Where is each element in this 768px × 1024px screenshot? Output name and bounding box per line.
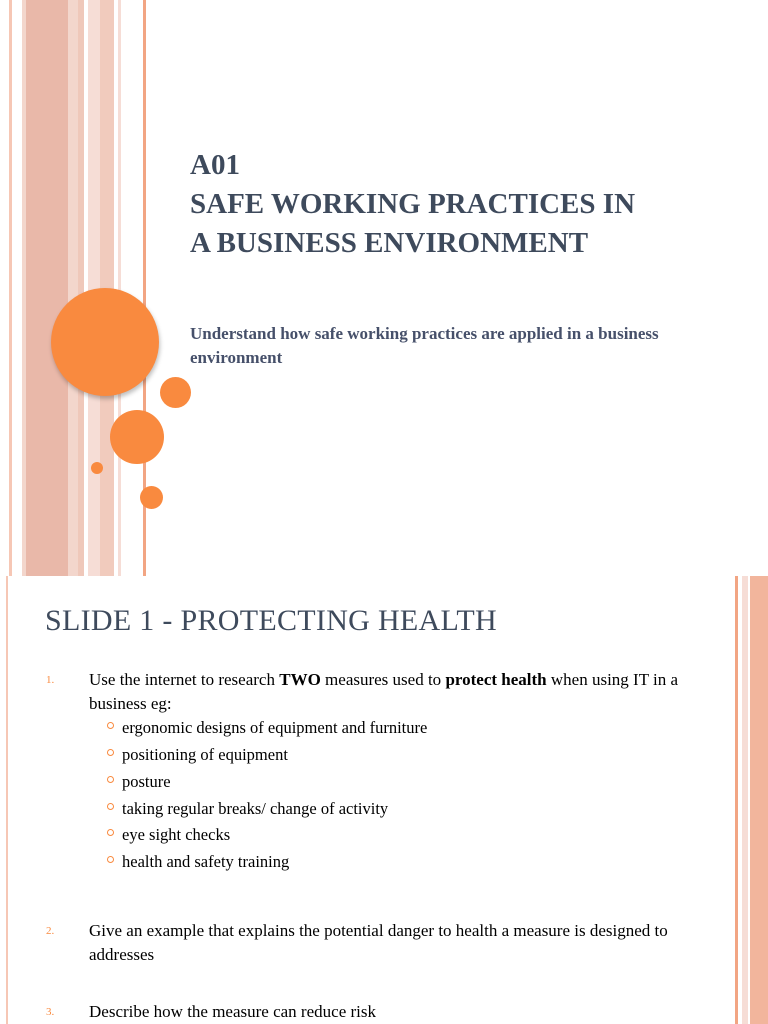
decor-circle	[110, 410, 164, 464]
bullet-circle-icon	[107, 722, 114, 729]
bullet-circle-icon	[107, 749, 114, 756]
slide-title	[190, 146, 750, 263]
content-slide	[0, 576, 768, 1024]
title-line-1: SAFE WORKING PRACTICES IN	[190, 188, 636, 220]
emphasis-two: TWO	[279, 670, 321, 689]
list-item-text: Give an example that explains the potential danger to health a measure is designed to addresses	[89, 921, 668, 964]
bullet-text: positioning of equipment	[122, 745, 288, 764]
title-line-2: A BUSINESS ENVIRONMENT	[190, 227, 589, 259]
list-number: 3.	[46, 1006, 55, 1018]
bullet-text: eye sight checks	[122, 825, 231, 844]
decor-stripe	[118, 0, 121, 576]
decor-stripe	[735, 576, 738, 1024]
bullet-text: ergonomic designs of equipment and furniture	[122, 718, 428, 737]
decor-stripe	[9, 0, 12, 576]
bullet-text: posture	[122, 772, 171, 791]
emphasis-protect-health: protect health	[445, 670, 547, 689]
list-number: 2.	[46, 925, 55, 937]
decor-stripe	[6, 576, 8, 1024]
list-item-text: Describe how the measure can reduce risk	[89, 1002, 376, 1021]
list-number: 1.	[46, 674, 55, 686]
slide-subtitle: Understand how safe working practices are applied in a business environment	[190, 324, 659, 367]
slide-code: A01	[190, 149, 240, 181]
text-run: measures used to	[320, 670, 446, 689]
bullet-circle-icon	[107, 856, 114, 863]
list-item-text	[89, 668, 729, 715]
bullet-circle-icon	[107, 829, 114, 836]
decor-circle	[140, 486, 163, 509]
bullet-circle-icon	[107, 776, 114, 783]
decor-stripe	[750, 576, 768, 1024]
bullet-text: health and safety training	[122, 852, 290, 871]
decor-stripe	[742, 576, 748, 1024]
decor-circle-large	[51, 288, 159, 396]
decor-stripe	[26, 0, 68, 576]
decor-circle	[91, 462, 103, 474]
decor-circle	[160, 377, 191, 408]
bullet-text: taking regular breaks/ change of activity	[122, 799, 389, 818]
slide-heading: SLIDE 1 - PROTECTING HEALTH	[45, 604, 497, 637]
bullet-circle-icon	[107, 803, 114, 810]
text-run: when using IT in a business eg:	[89, 670, 679, 713]
text-run: Use the internet to research	[89, 670, 280, 689]
decor-stripe	[78, 0, 84, 576]
